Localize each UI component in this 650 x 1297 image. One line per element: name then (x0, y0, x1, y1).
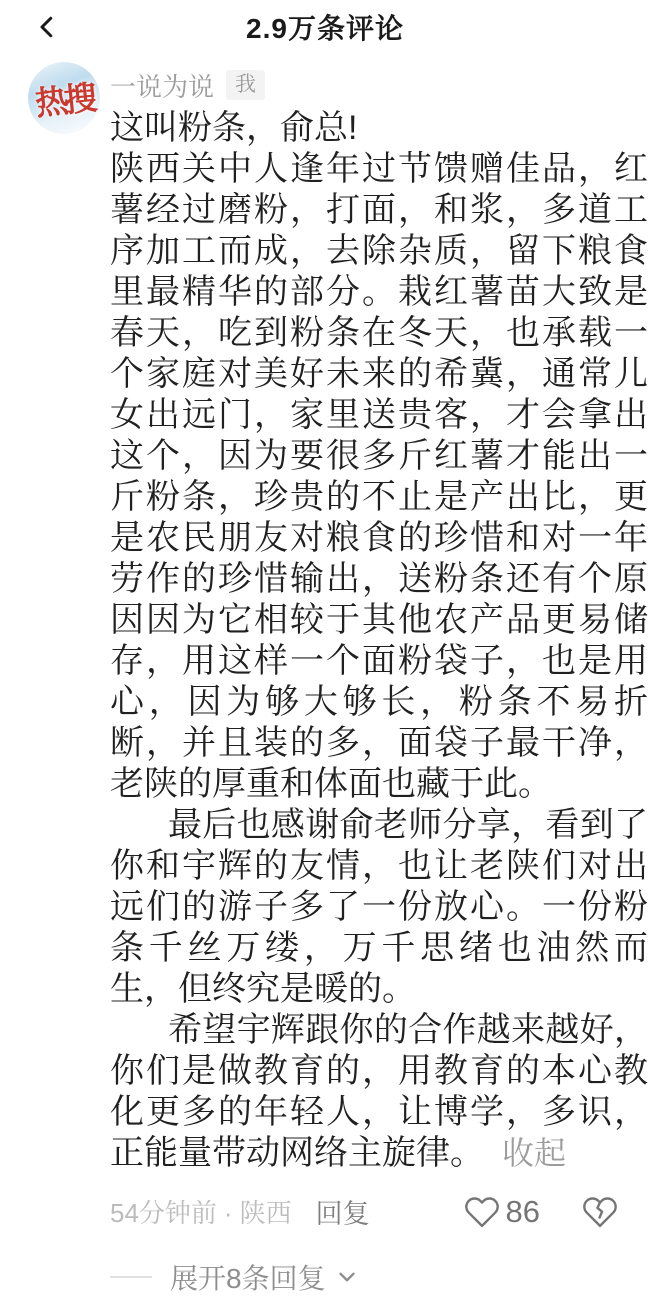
comment-paragraph (110, 1010, 648, 1174)
comment-main (110, 58, 650, 1297)
dislike-button[interactable] (582, 1194, 618, 1230)
divider-line (110, 1276, 152, 1278)
comment-item (0, 54, 650, 1297)
back-button[interactable] (28, 6, 66, 48)
heart-icon (464, 1194, 500, 1230)
meta-row (110, 1192, 648, 1231)
reply-button[interactable]: 回复 (315, 1199, 370, 1229)
broken-heart-icon (582, 1194, 618, 1230)
comment-paragraph: 这叫粉条，俞总! (110, 109, 358, 147)
user-row (110, 68, 650, 102)
comment-text (110, 108, 648, 1174)
chevron-left-icon (32, 10, 62, 44)
location-text: 陕西 (239, 1198, 292, 1228)
comment-paragraph: 最后也感谢俞老师分享，看到了你和宇辉的友情，也让老陕们对出远们的游子多了一份放心。一份粉条千丝万缕，万千思绪也油然而生，但终究是暖的。 (110, 806, 648, 1008)
page-title: 2.9万条评论 (246, 13, 404, 44)
dot-separator: · (223, 1198, 233, 1228)
collapse-link[interactable]: 收起 (502, 1135, 567, 1171)
avatar-logo-text: 热搜 (33, 78, 95, 122)
timestamp (110, 1193, 292, 1230)
chevron-down-icon (334, 1264, 360, 1290)
avatar[interactable] (28, 62, 100, 134)
author-badge: 我 (226, 70, 265, 100)
header (0, 0, 650, 54)
username[interactable]: 一说为说 (110, 71, 215, 102)
expand-replies-label: 展开8条回复 (170, 1263, 326, 1294)
like-button[interactable] (464, 1194, 540, 1230)
expand-replies-button[interactable] (110, 1257, 650, 1297)
time-text: 54分钟前 (110, 1198, 217, 1228)
like-count: 86 (505, 1193, 540, 1229)
comment-paragraph: 陕西关中人逢年过节馈赠佳品，红薯经过磨粉，打面，和浆，多道工序加工而成，去除杂质，留下粮食里最精华的部分。栽红薯苗大致是春天，吃到粉条在冬天，也承载一个家庭对美好未来的希冀，通常儿女出远门，家里送贵客，才会拿出这个，因为要很多斤红薯才能出一斤粉条，珍贵的不止是产出比，更是农民朋友对粮食的珍惜和对一年劳作的珍惜输出，送粉条还有个原因因为它相较于其他农产品更易储存，用这样一个面粉袋子，也是用心，因为够大够长，粉条不易折断，并且装的多，面袋子最干净，老陕的厚重和体面也藏于此。 (110, 150, 648, 803)
comment-paragraph-text: 希望宇辉跟你的合作越来越好，你们是做教育的，用教育的本心教化更多的年轻人，让博学，多识，正能量带动网络主旋律。 (110, 1011, 648, 1172)
